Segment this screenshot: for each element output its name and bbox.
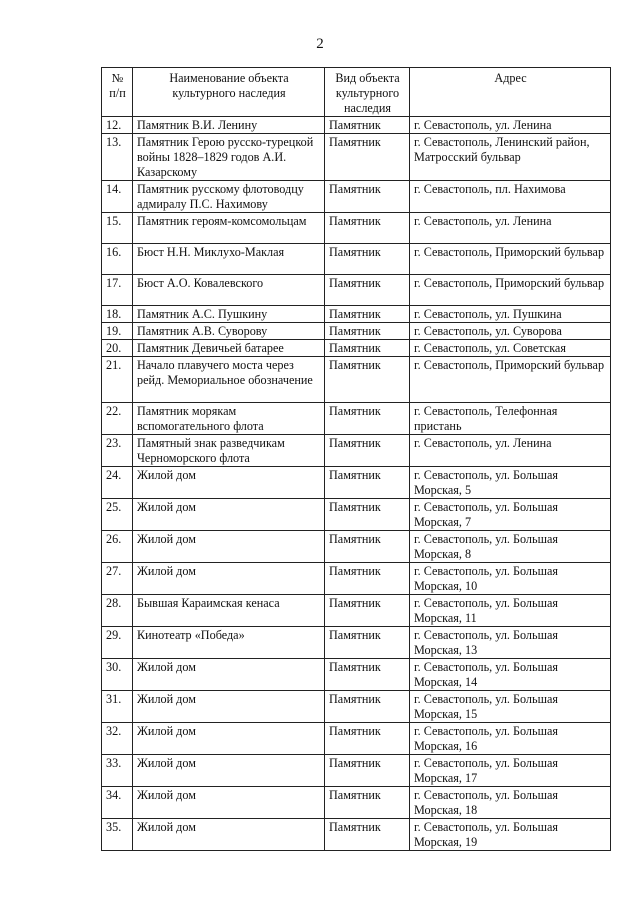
heritage-table bbox=[101, 67, 611, 851]
cell-address: г. Севастополь, ул. Ленина bbox=[410, 435, 611, 467]
cell-address: г. Севастополь, ул. Большая Морская, 14 bbox=[410, 659, 611, 691]
table-row bbox=[102, 117, 611, 134]
cell-address: г. Севастополь, ул. Советская bbox=[410, 340, 611, 357]
cell-num: 13. bbox=[102, 134, 133, 181]
header-num: № п/п bbox=[102, 68, 133, 117]
cell-num: 15. bbox=[102, 213, 133, 244]
cell-name: Жилой дом bbox=[133, 499, 325, 531]
table-row bbox=[102, 340, 611, 357]
cell-num: 27. bbox=[102, 563, 133, 595]
cell-type: Памятник bbox=[325, 819, 410, 851]
cell-address: г. Севастополь, ул. Пушкина bbox=[410, 306, 611, 323]
cell-type: Памятник bbox=[325, 244, 410, 275]
cell-address: г. Севастополь, Телефонная пристань bbox=[410, 403, 611, 435]
cell-name: Жилой дом bbox=[133, 659, 325, 691]
table-row bbox=[102, 435, 611, 467]
page-number: 2 bbox=[316, 36, 324, 52]
cell-address: г. Севастополь, Ленинский район, Матросский бульвар bbox=[410, 134, 611, 181]
table-header bbox=[102, 68, 611, 117]
cell-type: Памятник bbox=[325, 659, 410, 691]
table-row bbox=[102, 563, 611, 595]
cell-name: Жилой дом bbox=[133, 819, 325, 851]
cell-address: г. Севастополь, ул. Ленина bbox=[410, 117, 611, 134]
cell-name: Начало плавучего моста через рейд. Мемориальное обозначение bbox=[133, 357, 325, 403]
cell-address: г. Севастополь, ул. Большая Морская, 15 bbox=[410, 691, 611, 723]
cell-address: г. Севастополь, ул. Большая Морская, 19 bbox=[410, 819, 611, 851]
table-row bbox=[102, 787, 611, 819]
cell-address: г. Севастополь, ул. Большая Морская, 17 bbox=[410, 755, 611, 787]
cell-num: 34. bbox=[102, 787, 133, 819]
cell-name: Бывшая Караимская кенаса bbox=[133, 595, 325, 627]
cell-name: Кинотеатр «Победа» bbox=[133, 627, 325, 659]
cell-address: г. Севастополь, ул. Большая Морская, 11 bbox=[410, 595, 611, 627]
cell-name: Жилой дом bbox=[133, 563, 325, 595]
cell-type: Памятник bbox=[325, 403, 410, 435]
table-row bbox=[102, 723, 611, 755]
cell-name: Памятник Девичьей батарее bbox=[133, 340, 325, 357]
cell-address: г. Севастополь, ул. Большая Морская, 16 bbox=[410, 723, 611, 755]
cell-address: г. Севастополь, ул. Большая Морская, 7 bbox=[410, 499, 611, 531]
cell-num: 12. bbox=[102, 117, 133, 134]
header-name: Наименование объекта культурного наследия bbox=[133, 68, 325, 117]
header-row bbox=[102, 68, 611, 117]
cell-num: 33. bbox=[102, 755, 133, 787]
cell-num: 29. bbox=[102, 627, 133, 659]
cell-name: Памятник морякам вспомогательного флота bbox=[133, 403, 325, 435]
cell-type: Памятник bbox=[325, 323, 410, 340]
cell-type: Памятник bbox=[325, 627, 410, 659]
cell-name: Жилой дом bbox=[133, 723, 325, 755]
cell-type: Памятник bbox=[325, 340, 410, 357]
cell-name: Жилой дом bbox=[133, 691, 325, 723]
cell-num: 21. bbox=[102, 357, 133, 403]
cell-type: Памятник bbox=[325, 435, 410, 467]
cell-type: Памятник bbox=[325, 723, 410, 755]
cell-type: Памятник bbox=[325, 691, 410, 723]
cell-num: 24. bbox=[102, 467, 133, 499]
cell-address: г. Севастополь, ул. Большая Морская, 10 bbox=[410, 563, 611, 595]
cell-name: Бюст Н.Н. Миклухо-Маклая bbox=[133, 244, 325, 275]
table-row bbox=[102, 134, 611, 181]
cell-name: Памятник русскому флотоводцу адмиралу П.С. Нахимову bbox=[133, 181, 325, 213]
table-row bbox=[102, 181, 611, 213]
cell-name: Памятник А.В. Суворову bbox=[133, 323, 325, 340]
cell-num: 25. bbox=[102, 499, 133, 531]
cell-type: Памятник bbox=[325, 467, 410, 499]
cell-address: г. Севастополь, ул. Большая Морская, 13 bbox=[410, 627, 611, 659]
cell-num: 28. bbox=[102, 595, 133, 627]
table-row bbox=[102, 213, 611, 244]
cell-name: Жилой дом bbox=[133, 755, 325, 787]
cell-type: Памятник bbox=[325, 357, 410, 403]
table-row bbox=[102, 357, 611, 403]
cell-address: г. Севастополь, ул. Суворова bbox=[410, 323, 611, 340]
cell-address: г. Севастополь, Приморский бульвар bbox=[410, 357, 611, 403]
cell-type: Памятник bbox=[325, 563, 410, 595]
cell-num: 17. bbox=[102, 275, 133, 306]
cell-name: Памятник А.С. Пушкину bbox=[133, 306, 325, 323]
table-row bbox=[102, 467, 611, 499]
table-row bbox=[102, 403, 611, 435]
cell-name: Жилой дом bbox=[133, 467, 325, 499]
cell-type: Памятник bbox=[325, 306, 410, 323]
cell-address: г. Севастополь, пл. Нахимова bbox=[410, 181, 611, 213]
cell-name: Бюст А.О. Ковалевского bbox=[133, 275, 325, 306]
table-row bbox=[102, 244, 611, 275]
cell-name: Памятный знак разведчикам Черноморского флота bbox=[133, 435, 325, 467]
cell-num: 16. bbox=[102, 244, 133, 275]
cell-num: 31. bbox=[102, 691, 133, 723]
cell-num: 23. bbox=[102, 435, 133, 467]
table-body bbox=[102, 117, 611, 851]
cell-type: Памятник bbox=[325, 531, 410, 563]
cell-num: 26. bbox=[102, 531, 133, 563]
cell-num: 20. bbox=[102, 340, 133, 357]
table-row bbox=[102, 627, 611, 659]
cell-num: 22. bbox=[102, 403, 133, 435]
cell-num: 19. bbox=[102, 323, 133, 340]
table-row bbox=[102, 275, 611, 306]
table-row bbox=[102, 306, 611, 323]
cell-name: Памятник В.И. Ленину bbox=[133, 117, 325, 134]
cell-type: Памятник bbox=[325, 787, 410, 819]
table-row bbox=[102, 499, 611, 531]
table-row bbox=[102, 659, 611, 691]
cell-type: Памятник bbox=[325, 595, 410, 627]
header-type: Вид объекта культурного наследия bbox=[325, 68, 410, 117]
cell-type: Памятник bbox=[325, 213, 410, 244]
cell-num: 18. bbox=[102, 306, 133, 323]
cell-address: г. Севастополь, Приморский бульвар bbox=[410, 244, 611, 275]
cell-name: Жилой дом bbox=[133, 531, 325, 563]
cell-address: г. Севастополь, ул. Большая Морская, 5 bbox=[410, 467, 611, 499]
cell-name: Памятник Герою русско-турецкой войны 1828–1829 годов А.И. Казарскому bbox=[133, 134, 325, 181]
table-row bbox=[102, 595, 611, 627]
cell-type: Памятник bbox=[325, 134, 410, 181]
table-row bbox=[102, 531, 611, 563]
cell-num: 30. bbox=[102, 659, 133, 691]
cell-type: Памятник bbox=[325, 117, 410, 134]
cell-name: Памятник героям-комсомольцам bbox=[133, 213, 325, 244]
cell-address: г. Севастополь, ул. Ленина bbox=[410, 213, 611, 244]
cell-num: 14. bbox=[102, 181, 133, 213]
cell-address: г. Севастополь, Приморский бульвар bbox=[410, 275, 611, 306]
table-row bbox=[102, 323, 611, 340]
header-address: Адрес bbox=[410, 68, 611, 117]
table-row bbox=[102, 755, 611, 787]
cell-num: 35. bbox=[102, 819, 133, 851]
cell-address: г. Севастополь, ул. Большая Морская, 18 bbox=[410, 787, 611, 819]
table-row bbox=[102, 819, 611, 851]
table-row bbox=[102, 691, 611, 723]
cell-type: Памятник bbox=[325, 499, 410, 531]
cell-type: Памятник bbox=[325, 755, 410, 787]
cell-address: г. Севастополь, ул. Большая Морская, 8 bbox=[410, 531, 611, 563]
cell-type: Памятник bbox=[325, 181, 410, 213]
cell-type: Памятник bbox=[325, 275, 410, 306]
cell-name: Жилой дом bbox=[133, 787, 325, 819]
cell-num: 32. bbox=[102, 723, 133, 755]
